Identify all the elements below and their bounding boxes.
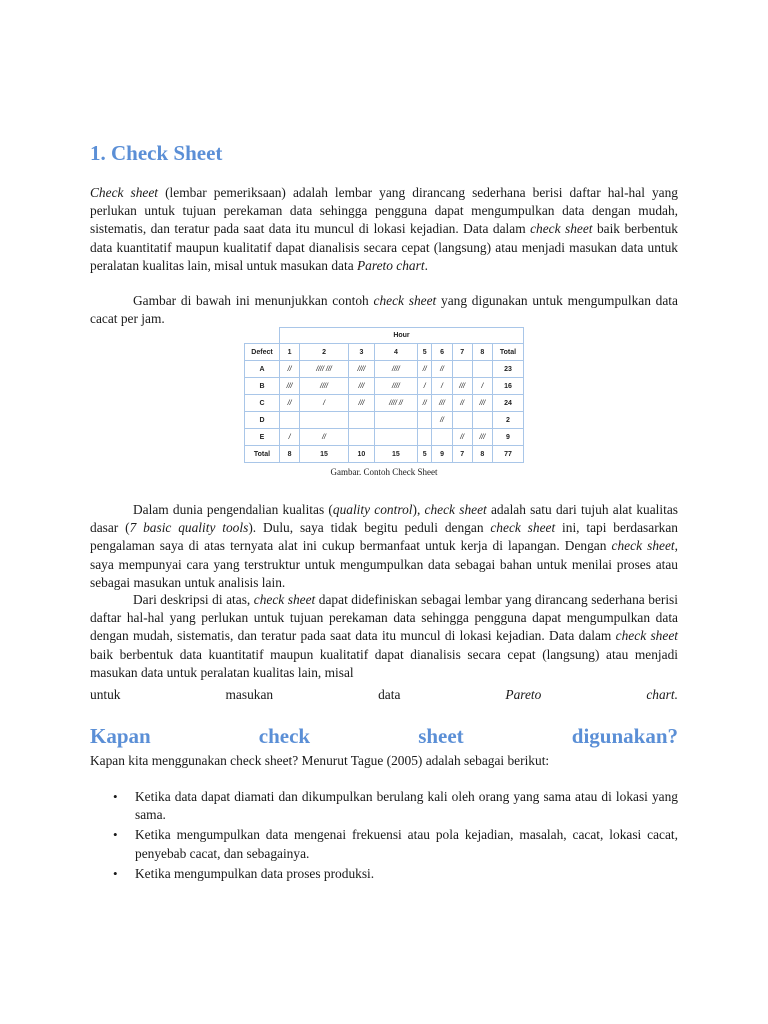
defect-label-cell: E [245,429,280,446]
text-run: yang digunakan untuk mengumpulkan data cacat per jam. [90,293,678,327]
text-run: baik berbentuk data kuantitatif maupun kualitatif dapat dianalisis secara cepat (langsung) atau menjadi masukan data untuk peralatan kualitas lain, misal untuk masukan data [90,221,678,273]
bullet-list [90,788,678,885]
bullet-icon: • [113,865,118,881]
tally-cell: / [472,378,492,395]
total-cell: 5 [417,446,431,463]
total-cell: 7 [452,446,472,463]
text-run: , saya mempunyai cara yang terstruktur untuk mengumpulkan data sebagai bahan untuk menilai proses atau sebagai masukan untuk analisis lain. [90,538,678,590]
text-run: ini, tapi berdasarkan pengalaman saya di atas ternyata alat ini cukup bermanfaat untuk kerja di lapangan. Dengan [90,520,678,554]
row-total-cell: 16 [493,378,524,395]
list-item-text: Ketika mengumpulkan data mengenai frekuensi atau pola kejadian, masalah, cacat, lokasi cacat, penyebab cacat, dan sebagainya. [135,827,678,861]
tally-cell [348,412,374,429]
tally-cell [300,412,349,429]
check-sheet-table [244,327,524,463]
tally-cell: //// [348,361,374,378]
italic-run: check sheet [373,293,437,308]
tally-cell [432,429,452,446]
heading-word: Kapan [90,724,151,748]
total-cell: 9 [432,446,452,463]
table-header-cell: 2 [300,344,349,361]
text-run: adalah satu dari tujuh alat kualitas dasar ( [90,502,678,536]
tally-cell: // [300,429,349,446]
table-header-cell: Defect [245,344,280,361]
tally-cell [472,361,492,378]
list-item-text: Ketika data dapat diamati dan dikumpulkan berulang kali oleh orang yang sama atau di lokasi yang sama. [135,789,678,823]
tally-cell [452,412,472,429]
tally-cell: //// [300,378,349,395]
tally-cell: // [417,395,431,412]
bullet-icon: • [113,827,118,843]
row-total-cell: 23 [493,361,524,378]
total-cell: Total [245,446,280,463]
tally-cell: / [280,429,300,446]
italic-run: check sheet [490,520,556,536]
text-run: ), [412,502,425,517]
table-row [245,361,524,378]
table-header-cell: Total [493,344,524,361]
bullet-icon: • [113,789,118,804]
row-total-cell: 2 [493,412,524,429]
figure-caption: Gambar. Contoh Check Sheet [330,467,438,477]
heading-word: sheet [418,724,464,748]
tally-cell: /// [432,395,452,412]
list-item [90,826,678,862]
tally-cell: /// [472,429,492,446]
italic-run: 7 basic quality tools [129,520,249,536]
total-cell: 8 [280,446,300,463]
word: data [378,687,401,702]
table-row [245,395,524,412]
table-header-cell: 7 [452,344,472,361]
tally-cell: / [300,395,349,412]
italic-run: check sheet [253,592,316,607]
row-total-cell: 9 [493,429,524,446]
tally-cell: /// [280,378,300,395]
defect-label-cell: A [245,361,280,378]
tally-cell: // [280,395,300,412]
table-group-header-row [245,328,524,344]
defect-label-cell: D [245,412,280,429]
tally-cell [417,412,431,429]
table-header-row [245,344,524,361]
tally-cell [374,429,417,446]
total-cell: 10 [348,446,374,463]
tally-cell: // [452,429,472,446]
table-row [245,429,524,446]
text-run: (lembar pemeriksaan) adalah lembar yang dirancang sederhana berisi daftar hal-hal yang perlukan untuk tujuan perekaman data sehingga pengguna dapat mengumpulkan data dengan mudah, sistematis, dan teratur pada saat data itu muncul di lokasi kejadian. Data dalam [90,185,678,237]
table-total-row [245,446,524,463]
tally-cell [417,429,431,446]
tally-cell: / [432,378,452,395]
table-header-cell: 6 [432,344,452,361]
text-run: ). Dulu, saya tidak begitu peduli dengan [248,520,491,536]
tally-cell: /// [472,395,492,412]
table-header-cell: 5 [417,344,431,361]
list-item [90,788,678,824]
tally-cell [452,361,472,378]
tally-cell [348,429,374,446]
italic-run: check sheet [611,538,675,554]
paragraph-definition [90,591,678,682]
text-run: baik berbentuk data kuantitatif maupun kualitatif dapat dianalisis secara cepat (langsung) atau menjadi masukan data untuk peralatan kualitas lain, misal [90,646,678,680]
text-run: . [424,257,428,273]
tally-cell [472,412,492,429]
tally-cell: / [417,378,431,395]
tally-cell: /// [348,378,374,395]
table-header-cell: 4 [374,344,417,361]
tally-cell [374,412,417,429]
tally-cell: //// // [374,395,417,412]
table-header-cell: 1 [280,344,300,361]
text-run: Gambar di bawah ini menunjukkan contoh [133,293,374,308]
tally-cell: // [417,361,431,378]
subsection-heading [90,724,678,749]
text-run: Dari deskripsi di atas, [133,592,254,607]
word: untuk [90,687,121,702]
paragraph-quality-control [90,501,678,592]
check-sheet-figure [244,327,524,477]
word: Pareto [505,687,542,702]
total-cell: 8 [472,446,492,463]
table-row [245,378,524,395]
heading-word: digunakan? [571,724,678,748]
text-run: dapat didefiniskan sebagai lembar yang dirancang sederhana berisi daftar hal-hal yang perlukan untuk tujuan perekaman data sehingga pengguna dapat mengumpulkan data dengan mudah, sistematis, dan teratur pada saat data itu muncul di lokasi kejadian. Data dalam [90,592,678,644]
list-item-text: Ketika mengumpulkan data proses produksi. [135,865,375,881]
italic-run: check sheet [424,502,487,517]
tally-cell [280,412,300,429]
table-header-cell: 8 [472,344,492,361]
tally-cell: /// [452,378,472,395]
table-corner-cell [245,328,280,344]
italic-run: Check sheet [90,185,159,200]
italic-run: check sheet [530,221,593,237]
total-cell: 15 [300,446,349,463]
paragraph-figure-intro [90,292,678,328]
tally-cell: /// [348,395,374,412]
tally-cell: //// /// [300,361,349,378]
tally-cell: //// [374,361,417,378]
word: chart. [646,687,678,702]
italic-run: quality control [332,502,413,517]
table-header-cell: 3 [348,344,374,361]
word: masukan [225,687,274,702]
total-cell: 77 [493,446,524,463]
total-cell: 15 [374,446,417,463]
section-heading: 1. Check Sheet [90,141,223,165]
italic-run: check sheet [615,628,678,644]
list-item [90,865,678,883]
tally-cell: // [432,412,452,429]
tally-cell: // [432,361,452,378]
defect-label-cell: C [245,395,280,412]
heading-word: check [258,724,311,748]
text-run: Dalam dunia pengendalian kualitas ( [133,502,333,517]
table-group-header: Hour [280,328,524,344]
italic-run: Pareto chart [357,257,425,273]
paragraph-intro [90,184,678,275]
table-row [245,412,524,429]
defect-label-cell: B [245,378,280,395]
paragraph-definition-last-line [90,687,678,703]
tally-cell: // [280,361,300,378]
row-total-cell: 24 [493,395,524,412]
tally-cell: //// [374,378,417,395]
tally-cell: // [452,395,472,412]
paragraph-when-to-use: Kapan kita menggunakan check sheet? Menurut Tague (2005) adalah sebagai berikut: [90,753,550,768]
